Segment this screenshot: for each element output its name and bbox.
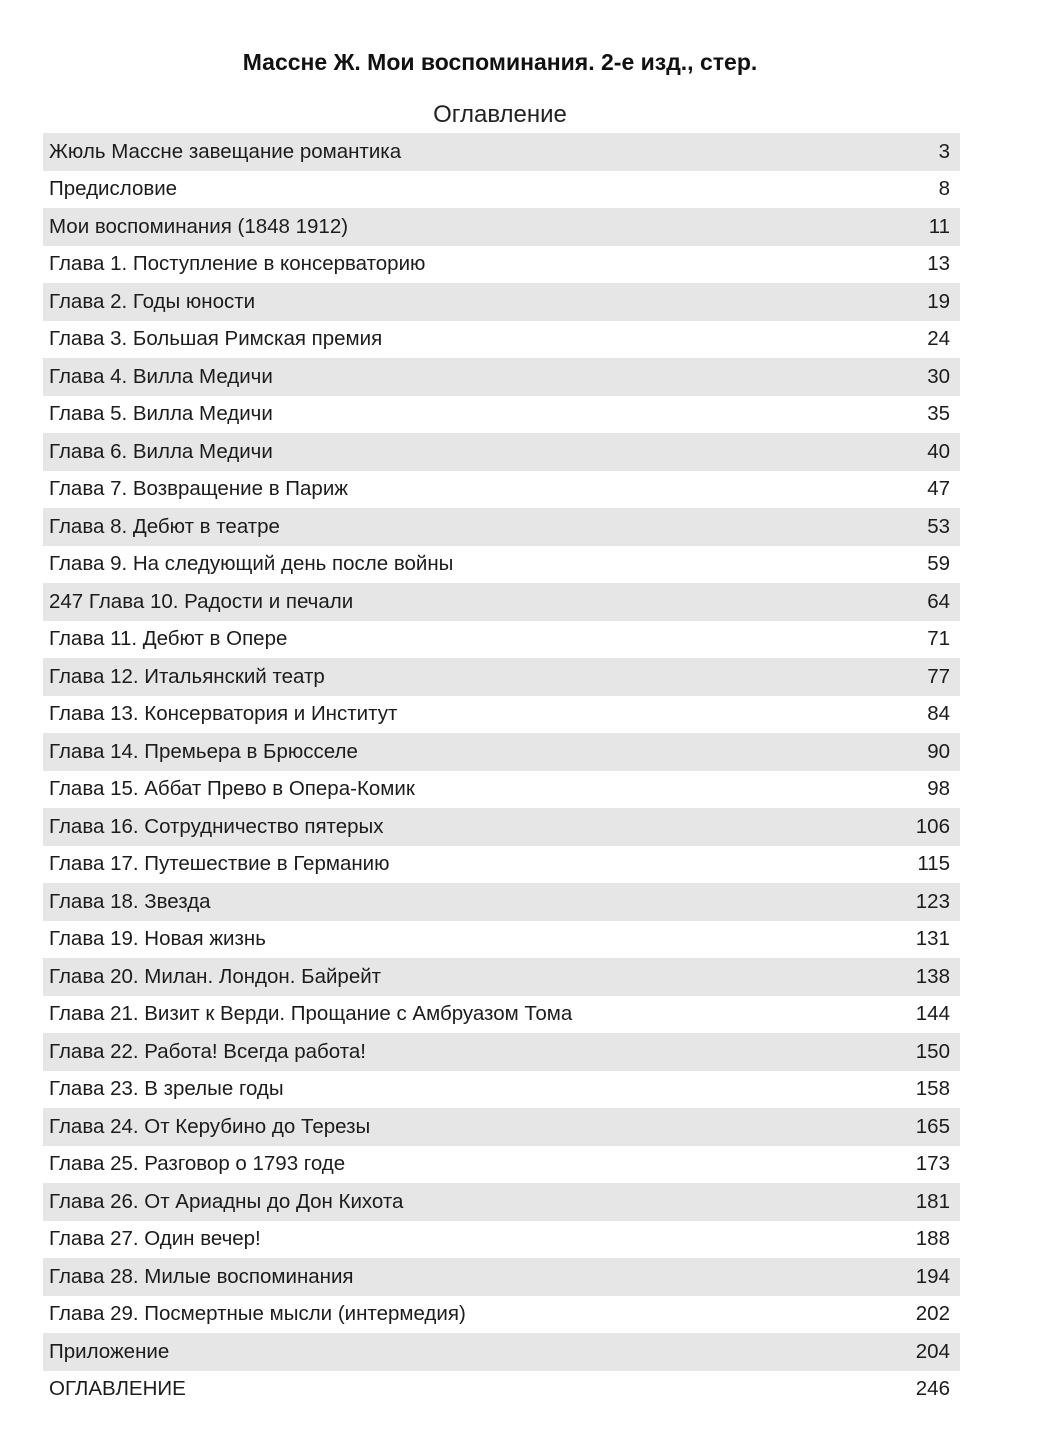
toc-entry-page: 194: [915, 1264, 950, 1288]
toc-entry-page: 138: [915, 964, 950, 988]
toc-row: [43, 1296, 960, 1334]
toc-entry-title: Глава 1. Поступление в консерваторию: [49, 252, 426, 276]
toc-row: [43, 546, 960, 584]
toc-entry-title: Глава 14. Премьера в Брюсселе: [49, 739, 358, 763]
toc-entry-page: 98: [927, 777, 950, 801]
toc-entry-page: 24: [927, 327, 950, 351]
toc-entry-title: Глава 8. Дебют в театре: [49, 514, 280, 538]
toc-entry-title: Глава 20. Милан. Лондон. Байрейт: [49, 964, 382, 988]
toc-entry-title: Приложение: [49, 1339, 170, 1363]
toc-entry-title: Глава 3. Большая Римская премия: [49, 327, 383, 351]
toc-row: [43, 283, 960, 321]
toc-row: [43, 771, 960, 809]
toc-entry-title: Глава 11. Дебют в Опере: [49, 627, 288, 651]
toc-row: [43, 171, 960, 209]
toc-entry-page: 150: [915, 1039, 950, 1063]
toc-entry-title: Глава 26. От Ариадны до Дон Кихота: [49, 1189, 404, 1213]
toc-table: [43, 133, 960, 1408]
toc-entry-page: 131: [915, 927, 950, 951]
document-title: Массне Ж. Мои воспоминания. 2-е изд., стер.: [242, 49, 758, 75]
toc-row: [43, 583, 960, 621]
toc-entry-title: Глава 9. На следующий день после войны: [49, 552, 454, 576]
toc-row: [43, 733, 960, 771]
toc-entry-page: 246: [915, 1377, 950, 1401]
toc-entry-title: Глава 24. От Керубино до Терезы: [49, 1114, 371, 1138]
toc-row: [43, 996, 960, 1034]
toc-entry-page: 90: [927, 739, 950, 763]
toc-row: [43, 396, 960, 434]
toc-entry-page: 115: [917, 852, 950, 876]
toc-entry-title: Глава 22. Работа! Всегда работа!: [49, 1039, 366, 1063]
toc-entry-page: 106: [915, 814, 950, 838]
toc-entry-page: 13: [927, 252, 950, 276]
toc-entry-title: Глава 29. Посмертные мысли (интермедия): [49, 1302, 466, 1326]
toc-entry-page: 158: [915, 1077, 950, 1101]
toc-entry-title: Глава 28. Милые воспоминания: [49, 1264, 354, 1288]
toc-entry-page: 8: [938, 177, 950, 201]
toc-entry-page: 53: [927, 514, 950, 538]
toc-entry-title: Глава 19. Новая жизнь: [49, 927, 266, 951]
toc-entry-page: 40: [927, 439, 950, 463]
toc-row: [43, 621, 960, 659]
toc-entry-page: 77: [927, 664, 950, 688]
toc-entry-title: Предисловие: [49, 177, 178, 201]
toc-entry-title: Глава 2. Годы юности: [49, 289, 256, 313]
toc-row: [43, 433, 960, 471]
toc-entry-page: 204: [915, 1339, 950, 1363]
toc-entry-page: 64: [927, 589, 950, 613]
toc-row: [43, 846, 960, 884]
toc-row: [43, 1033, 960, 1071]
toc-row: [43, 1258, 960, 1296]
toc-entry-title: Глава 17. Путешествие в Германию: [49, 852, 390, 876]
toc-entry-title: Глава 18. Звезда: [49, 889, 211, 913]
toc-entry-page: 19: [927, 289, 950, 313]
toc-entry-title: Глава 4. Вилла Медичи: [49, 364, 273, 388]
toc-entry-title: Глава 23. В зрелые годы: [49, 1077, 284, 1101]
toc-entry-title: Глава 7. Возвращение в Париж: [49, 477, 348, 501]
toc-entry-title: Глава 15. Аббат Прево в Опера-Комик: [49, 777, 415, 801]
toc-entry-page: 84: [927, 702, 950, 726]
toc-entry-page: 11: [928, 214, 950, 238]
toc-entry-page: 35: [927, 402, 950, 426]
toc-row: [43, 808, 960, 846]
toc-row: [43, 1221, 960, 1259]
toc-row: [43, 1183, 960, 1221]
toc-entry-title: Мои воспоминания (1848 1912): [49, 214, 349, 238]
toc-row: [43, 1333, 960, 1371]
toc-heading: Оглавление: [433, 101, 567, 128]
toc-entry-title: Глава 5. Вилла Медичи: [49, 402, 273, 426]
toc-entry-title: Глава 27. Один вечер!: [49, 1227, 261, 1251]
toc-entry-page: 202: [915, 1302, 950, 1326]
toc-entry-title: ОГЛАВЛЕНИЕ: [49, 1377, 186, 1401]
toc-row: [43, 1071, 960, 1109]
toc-row: [43, 696, 960, 734]
toc-entry-page: 71: [927, 627, 950, 651]
toc-row: [43, 208, 960, 246]
toc-row: [43, 321, 960, 359]
toc-row: [43, 1371, 960, 1409]
toc-row: [43, 133, 960, 171]
toc-row: [43, 921, 960, 959]
toc-entry-page: 165: [915, 1114, 950, 1138]
toc-row: [43, 658, 960, 696]
toc-row: [43, 358, 960, 396]
toc-entry-title: Глава 21. Визит к Верди. Прощание с Амбруазом Тома: [49, 1002, 573, 1026]
toc-entry-title: 247 Глава 10. Радости и печали: [49, 589, 354, 613]
toc-entry-page: 188: [915, 1227, 950, 1251]
toc-row: [43, 471, 960, 509]
toc-entry-title: Жюль Массне завещание романтика: [49, 139, 402, 163]
toc-row: [43, 508, 960, 546]
toc-entry-page: 59: [927, 552, 950, 576]
toc-row: [43, 883, 960, 921]
toc-entry-page: 144: [915, 1002, 950, 1026]
toc-entry-page: 47: [927, 477, 950, 501]
toc-entry-title: Глава 16. Сотрудничество пятерых: [49, 814, 384, 838]
toc-entry-title: Глава 12. Итальянский театр: [49, 664, 325, 688]
toc-entry-title: Глава 25. Разговор о 1793 годе: [49, 1152, 346, 1176]
toc-row: [43, 1146, 960, 1184]
toc-entry-title: Глава 13. Консерватория и Институт: [49, 702, 398, 726]
toc-entry-page: 3: [938, 139, 950, 163]
toc-entry-page: 181: [915, 1189, 950, 1213]
toc-row: [43, 246, 960, 284]
toc-entry-page: 123: [915, 889, 950, 913]
toc-row: [43, 958, 960, 996]
toc-entry-page: 173: [915, 1152, 950, 1176]
toc-entry-page: 30: [927, 364, 950, 388]
toc-row: [43, 1108, 960, 1146]
toc-entry-title: Глава 6. Вилла Медичи: [49, 439, 273, 463]
